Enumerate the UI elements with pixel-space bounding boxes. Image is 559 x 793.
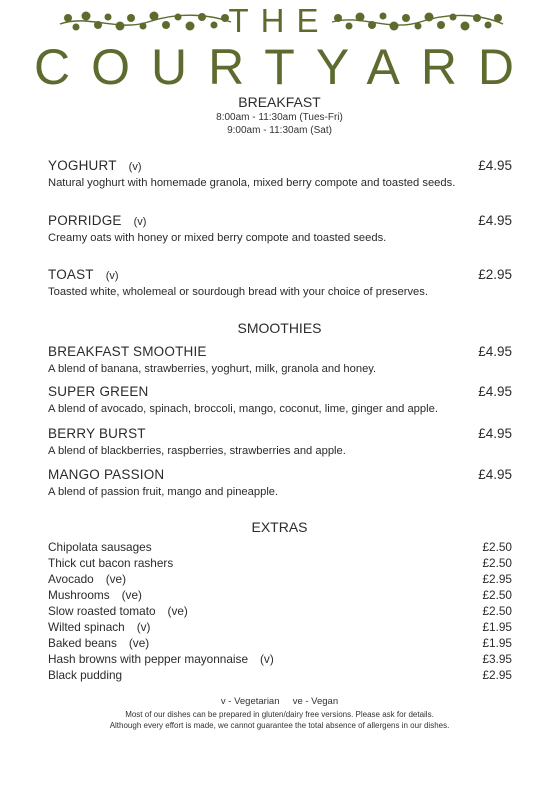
- extra-item: [48, 603, 512, 619]
- menu-item: [48, 426, 512, 457]
- brand-name: COURTYARD: [33, 39, 536, 95]
- brand-the: THE: [228, 2, 331, 39]
- item-name: TOAST: [48, 267, 94, 282]
- dietary-legend: v - Vegetarian ve - Vegan: [220, 696, 339, 707]
- item-description: A blend of blackberries, raspberries, strawberries and apple.: [48, 445, 346, 457]
- extra-name: Black pudding: [48, 668, 123, 682]
- menu-item: [48, 213, 512, 244]
- item-price: £4.95: [478, 467, 512, 482]
- section-title-extras: EXTRAS: [251, 519, 308, 535]
- item-price: £4.95: [478, 384, 512, 399]
- item-price: £4.95: [478, 426, 512, 441]
- menu-item: [48, 467, 512, 498]
- extra-price: £1.95: [482, 620, 512, 634]
- extra-item: [48, 619, 512, 635]
- extra-name: Mushrooms: [48, 588, 110, 602]
- item-description: Creamy oats with honey or mixed berry compote and toasted seeds.: [48, 232, 387, 244]
- extra-price: £2.50: [482, 604, 512, 618]
- extra-price: £2.95: [482, 668, 512, 682]
- extra-diet: (ve): [128, 636, 150, 650]
- extra-item: [48, 587, 512, 603]
- extra-price: £1.95: [482, 636, 512, 650]
- item-price: £2.95: [478, 267, 512, 282]
- menu-item: [48, 384, 512, 415]
- menu-item: [48, 344, 512, 375]
- item-diet: (v): [128, 161, 142, 173]
- allergen-note: Although every effort is made, we cannot guarantee the total absence of allergens in our dishes.: [109, 721, 450, 730]
- extra-item: [48, 571, 512, 587]
- item-price: £4.95: [478, 344, 512, 359]
- item-name: SUPER GREEN: [48, 384, 149, 399]
- extra-name: Thick cut bacon rashers: [48, 556, 174, 570]
- extra-name: Wilted spinach: [48, 620, 125, 634]
- item-description: A blend of banana, strawberries, yoghurt, milk, granola and honey.: [48, 363, 377, 375]
- extra-diet: (ve): [167, 604, 188, 618]
- item-name: BREAKFAST SMOOTHIE: [48, 344, 207, 359]
- item-description: A blend of passion fruit, mango and pineapple.: [48, 486, 279, 498]
- menu-item: [48, 267, 512, 298]
- item-description: Toasted white, wholemeal or sourdough bread with your choice of preserves.: [48, 286, 428, 298]
- extra-item: [48, 555, 512, 571]
- item-name: BERRY BURST: [48, 426, 146, 441]
- hours-saturday: 9:00am - 11:30am (Sat): [227, 125, 332, 136]
- item-name: MANGO PASSION: [48, 467, 165, 482]
- extra-diet: (v): [136, 620, 151, 634]
- extra-name: Baked beans: [48, 636, 117, 650]
- section-title-smoothies: SMOOTHIES: [237, 320, 322, 336]
- extra-price: £2.50: [482, 556, 512, 570]
- extra-name: Avocado: [48, 572, 94, 586]
- item-name: YOGHURT: [48, 158, 117, 173]
- item-price: £4.95: [478, 213, 512, 228]
- extras-list: [48, 539, 512, 683]
- extra-diet: (ve): [121, 588, 142, 602]
- extra-name: Hash browns with pepper mayonnaise: [48, 652, 248, 666]
- item-name: PORRIDGE: [48, 213, 122, 228]
- item-description: A blend of avocado, spinach, broccoli, mango, coconut, lime, ginger and apple.: [48, 403, 438, 415]
- extra-item: [48, 651, 512, 667]
- extra-item: [48, 539, 512, 555]
- extra-price: £2.50: [482, 540, 512, 554]
- extra-price: £2.95: [482, 572, 512, 586]
- item-diet: (v): [133, 216, 147, 228]
- hours-weekday: 8:00am - 11:30am (Tues-Fri): [216, 112, 343, 123]
- extra-diet: (v): [260, 652, 274, 666]
- extra-price: £3.95: [482, 652, 512, 666]
- extra-price: £2.50: [482, 588, 512, 602]
- gluten-dairy-note: Most of our dishes can be prepared in gluten/dairy free versions. Please ask for details.: [125, 710, 434, 719]
- section-title-breakfast: BREAKFAST: [238, 94, 321, 110]
- item-diet: (v): [105, 270, 119, 282]
- breakfast-hours: [0, 111, 559, 137]
- extra-name: Chipolata sausages: [48, 540, 152, 554]
- item-description: Natural yoghurt with homemade granola, mixed berry compote and toasted seeds.: [48, 177, 456, 189]
- menu-item: [48, 158, 512, 189]
- extra-item: [48, 667, 512, 683]
- extra-name: Slow roasted tomato: [48, 604, 156, 618]
- vine-ornament-right: [330, 8, 505, 34]
- menu-header: [0, 0, 559, 95]
- item-price: £4.95: [478, 158, 512, 173]
- extra-item: [48, 635, 512, 651]
- extra-diet: (ve): [105, 572, 127, 586]
